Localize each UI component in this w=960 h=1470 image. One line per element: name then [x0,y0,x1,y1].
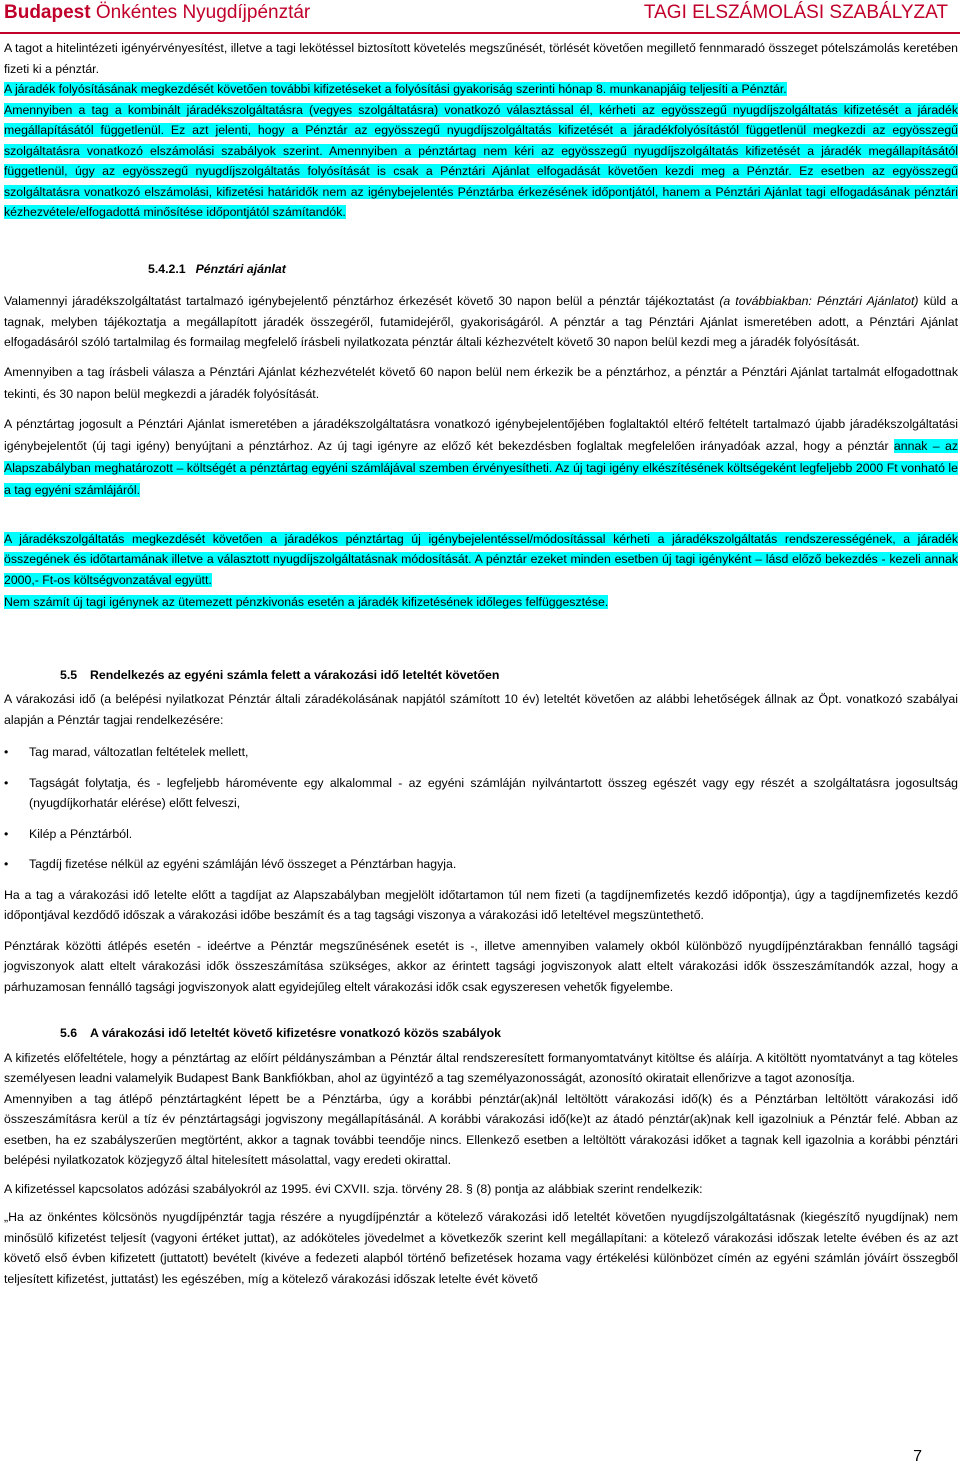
paragraph-new-claim-text: A pénztártag jogosult a Pénztári Ajánlat ismeretében a járadékszolgáltatásra vonatkozó igénybejelentőjében foglaltaktól eltérő feltételt tartalmazó újabb járadékszolgáltatási igénybejelentőt (új tagi igény) benyújtani a pénztárhoz. Az új tagi igényre az előző két bekezdésben foglaltak megfelelően irányadóak azzal, hogy a pénztár [4,416,958,453]
page-number: 7 [913,1448,922,1465]
header-fund-name-rest: Önkéntes Nyugdíjpénztár [90,2,311,23]
paragraph-settlement: A tagot a hitelintézeti igényérvényesítést, illetve a tagi lekötéssel biztosított követelés megszűnését, törlését követően megillető fennmaradó összeget pótelszámolás keretében fizeti ki a pénztár. [4,41,958,76]
section-heading-5-6 [4,1023,958,1044]
paragraph-prerequisite: A kifizetés előfeltétele, hogy a pénztártag az előírt példányszámban a Pénztár által rendszeresített formanyomtatványt kitöltse és aláírja. A kitöltött nyomtatványt a tag köteles személyesen leadni valamelyik Budapest Bank Bankfiókban, ahol az ügyintéző a tag személyazonosságát, azonosító okiratait ellenőrizve a tagot azonosítja. [4,1050,958,1085]
list-item-text: Tagságát folytatja, és - legfeljebb háromévente egy alkalommal - az egyéni számláján nyilvántartott összeg egészét vagy egy részét a szolgáltatásra jogosultság (nyugdíjkorhatár elérése) előtt felveszi, [29,775,958,810]
paragraph-law-quote: „Ha az önkéntes kölcsönös nyugdíjpénztár tagja részére a nyugdíjpénztár a kötelező várakozási idő leteltét követően nyugdíjszolgáltatásnak (kiegészítő nyugdíjnak) nem minősülő kifizetést teljesít (vagyoni értéket juttat), az adóköteles jövedelmet a következők szerint kell megállapítani: a kötelező várakozási időszak letelte évében és az azt követő első évben kifizetett (juttatott) bevételt (kivéve a fedezeti alapból történő befizetések hozama vagy értékelési különbözet címén az egyéni számlán jóváírt összegből teljesített kifizetést, juttatást) les egészében, míg a kötelező várakozási időszak letelte évét követő [4,1210,958,1286]
options-list [4,742,958,875]
paragraph-offer [4,291,958,353]
bullet: • [4,775,9,790]
bullet: • [4,745,9,759]
list-item-text: Kilép a Pénztárból. [29,826,133,841]
header-document-title: TAGI ELSZÁMOLÁSI SZABÁLYZAT [643,2,948,23]
list-item [4,854,958,875]
document-body [4,38,958,1289]
header-divider [0,32,960,34]
subsection-heading-5-4-2-1 [4,259,958,280]
bullet: • [4,857,9,871]
highlighted-text: A járadékszolgáltatás megkezdését követően a járadékos pénztártag új igénybejelentéssel/módosítással kérheti a járadékszolgáltatás rendszerességének, a járadék összegének és időtartamának illetve a választott nyugdíjszolgáltatásnak módosítását. A pénztár ezeket minden esetben új tagi igényként – lásd előző bekezdés - kezeli annak 2000,- Ft-os költségvonzatával együtt. [4,531,958,587]
paragraph-tax-rules: A kifizetéssel kapcsolatos adózási szabályokról az 1995. évi CXVII. szja. törvény 28. § (8) pontja az alábbiak szerint rendelkezik: [4,1181,703,1196]
paragraph-modification [4,529,958,591]
subsection-title: Pénztári ajánlat [195,261,286,276]
paragraph-offer-text-cont: küld a tagnak, melyben tájékoztatja a megállapított járadék összegéről, futamidejéről, gyakoriságáról. A pénztár a tag Pénztári Ajánlat ismeretében adott, a Pénztári Ajánlat elfogadásáról szóló tartalmilag és formailag megfelelő írásbeli nyilatkozata pénztár általi kézhezvételt követő 30 napon belül kezdi meg a járadék folyósítását. [4,294,958,349]
paragraph-combined-annuity [4,100,958,223]
highlighted-text: A járadék folyósításának megkezdését követően további kifizetéseket a folyósítási gyakoriság szerinti hónap 8. munkanapjáig teljesíti a Pénztár. [4,82,787,96]
paragraph-new-claim [4,413,958,501]
paragraph-nonpayment: Ha a tag a várakozási idő letelte előtt a tagdíjat az Alapszabályban megjelölt időtartamon túl nem fizeti (a tagdíjnemfizetés kezdő időpontja), úgy a tagdíjnemfizetés kezdő időpontjával kezdődő időszak a várakozási időbe beszámít és a tag tagsági viszonya a várakozási idő leteltével megszüntethető. [4,887,958,922]
paragraph-annuity-payment-timing [4,79,958,100]
list-item [4,742,958,763]
page-header [0,0,960,32]
header-fund-name-bold: Budapest [4,2,91,23]
section-number: 5.5 [60,667,78,682]
paragraph-transferring-member: Amennyiben a tag átlépő pénztártagként lépett be a Pénztárba, úgy a korábbi pénztár(ak)nál leltöltött várakozási idő(k) és a Pénztárban leltöltött várakozási idő összeszámításra kerül a tíz év pénztártagsági jogviszony megállapításánál. A korábbi várakozási idő(ke)t az átadó pénztár(ak)nak kell igazolniuk a Pénztár felé. Abban az esetben, ha ez szabályszerűen megtörtént, akkor a tagnak további teendője nincs. Ellenkező esetben a leltöltött várakozási időket a tagnak kell igazolnia a korábbi pénztári belépési nyilatkozatok közjegyző által hitelesített másolattal, vagy eredeti okirattal. [4,1091,958,1167]
section-title: Rendelkezés az egyéni számla felett a várakozási idő leteltét követően [90,667,500,682]
list-item [4,824,958,845]
paragraph-offer-response: Amennyiben a tag írásbeli válasza a Pénztári Ajánlat kézhezvételét követő 60 napon belül nem érkezik be a pénztárhoz, a pénztár a Pénztári Ajánlat tartalmát elfogadottnak tekinti, és 30 napon belül megkezdi a járadék folyósítását. [4,364,958,401]
paragraph-transfer: Pénztárak közötti átlépés esetén - ideértve a Pénztár megszűnésének esetét is -, illetve amennyiben valamely okból különböző nyugdíjpénztárakban fennálló tagsági jogviszonyok alatt eltelt várakozási idők összeszámítása szükséges, akkor az érintett tagsági jogviszonyok alatt eltelt várakozási idők összeszámítandók azzal, hogy a párhuzamosan fennálló tagsági jogviszonyok alatt egyidejűleg eltelt várakozási idők csak egyszeresen vehetők figyelembe. [4,938,958,994]
list-item-text: Tagdíj fizetése nélkül az egyéni számláján lévő összeget a Pénztárban hagyja. [29,857,457,871]
list-item [4,773,958,814]
paragraph-waiting-period: A várakozási idő (a belépési nyilatkozat Pénztár általi záradékolásának napjától számított 10 év) leteltét követően az alábbi lehetőségek állnak az Öpt. vonatkozó szabályai alapján a Pénztár tagjai rendelkezésére: [4,692,958,727]
section-number: 5.6 [60,1026,78,1040]
section-title: A várakozási idő leteltét követő kifizetésre vonatkozó közös szabályok [90,1026,501,1040]
highlighted-text: Amennyiben a tag a kombinált járadékszolgáltatásra (vegyes szolgáltatásra) vonatkozó választással él, kérheti az egyösszegű nyugdíjszolgáltatás kifizetését a járadék megállapításától függetlenül. Ez azt jelenti, hogy a Pénztár az egyösszegű nyugdíjszolgáltatás kifizetését a járadékfolyósítástól függetlenül megkezdi az egyösszegű szolgáltatásra vonatkozó elszámolási szabályok szerint. Amennyiben a pénztártag nem kéri az egyösszegű nyugdíjszolgáltatás kifizetését a járadék megállapításától függetlenül, úgy az egyösszegű nyugdíjszolgáltatás folyósítását is csak a Pénztári Ajánlat elfogadását követően kezdi meg a Pénztár. Ez esetben az egyösszegű szolgáltatásra vonatkozó elszámolási, kifizetési határidők nem az igénybejelentés Pénztárba érkezésének időpontjától, hanem a Pénztári Ajánlat tagi elfogadásának pénztári kézhezvétele/elfogadottá minősítése időpontjától számítandók. [4,102,958,219]
section-heading-5-5 [4,665,958,686]
paragraph-not-new-claim [4,592,958,613]
list-item-text: Tag marad, változatlan feltételek mellett, [29,745,249,759]
paragraph-offer-text: Valamennyi járadékszolgáltatást tartalmazó igénybejelentő pénztárhoz érkezését követő 30 napon belül a pénztár tájékoztatást [4,294,720,308]
bullet: • [4,826,9,841]
highlighted-text: Nem számít új tagi igénynek az ütemezett pénzkivonás esetén a járadék kifizetésének időleges felfüggesztése. [4,595,609,609]
header-fund-name [4,2,310,24]
subsection-number: 5.4.2.1 [148,261,186,276]
highlighted-text: annak – az Alapszabályban meghatározott – költségét a pénztártag egyéni számlájával szemben érvényesítheti. Az új tagi igény elkészítésének költségeként legfeljebb 2000 Ft vonható le a tag egyéni számlájáról. [4,438,958,497]
paragraph-offer-italic: (a továbbiakban: Pénztári Ajánlatot) [719,294,919,308]
